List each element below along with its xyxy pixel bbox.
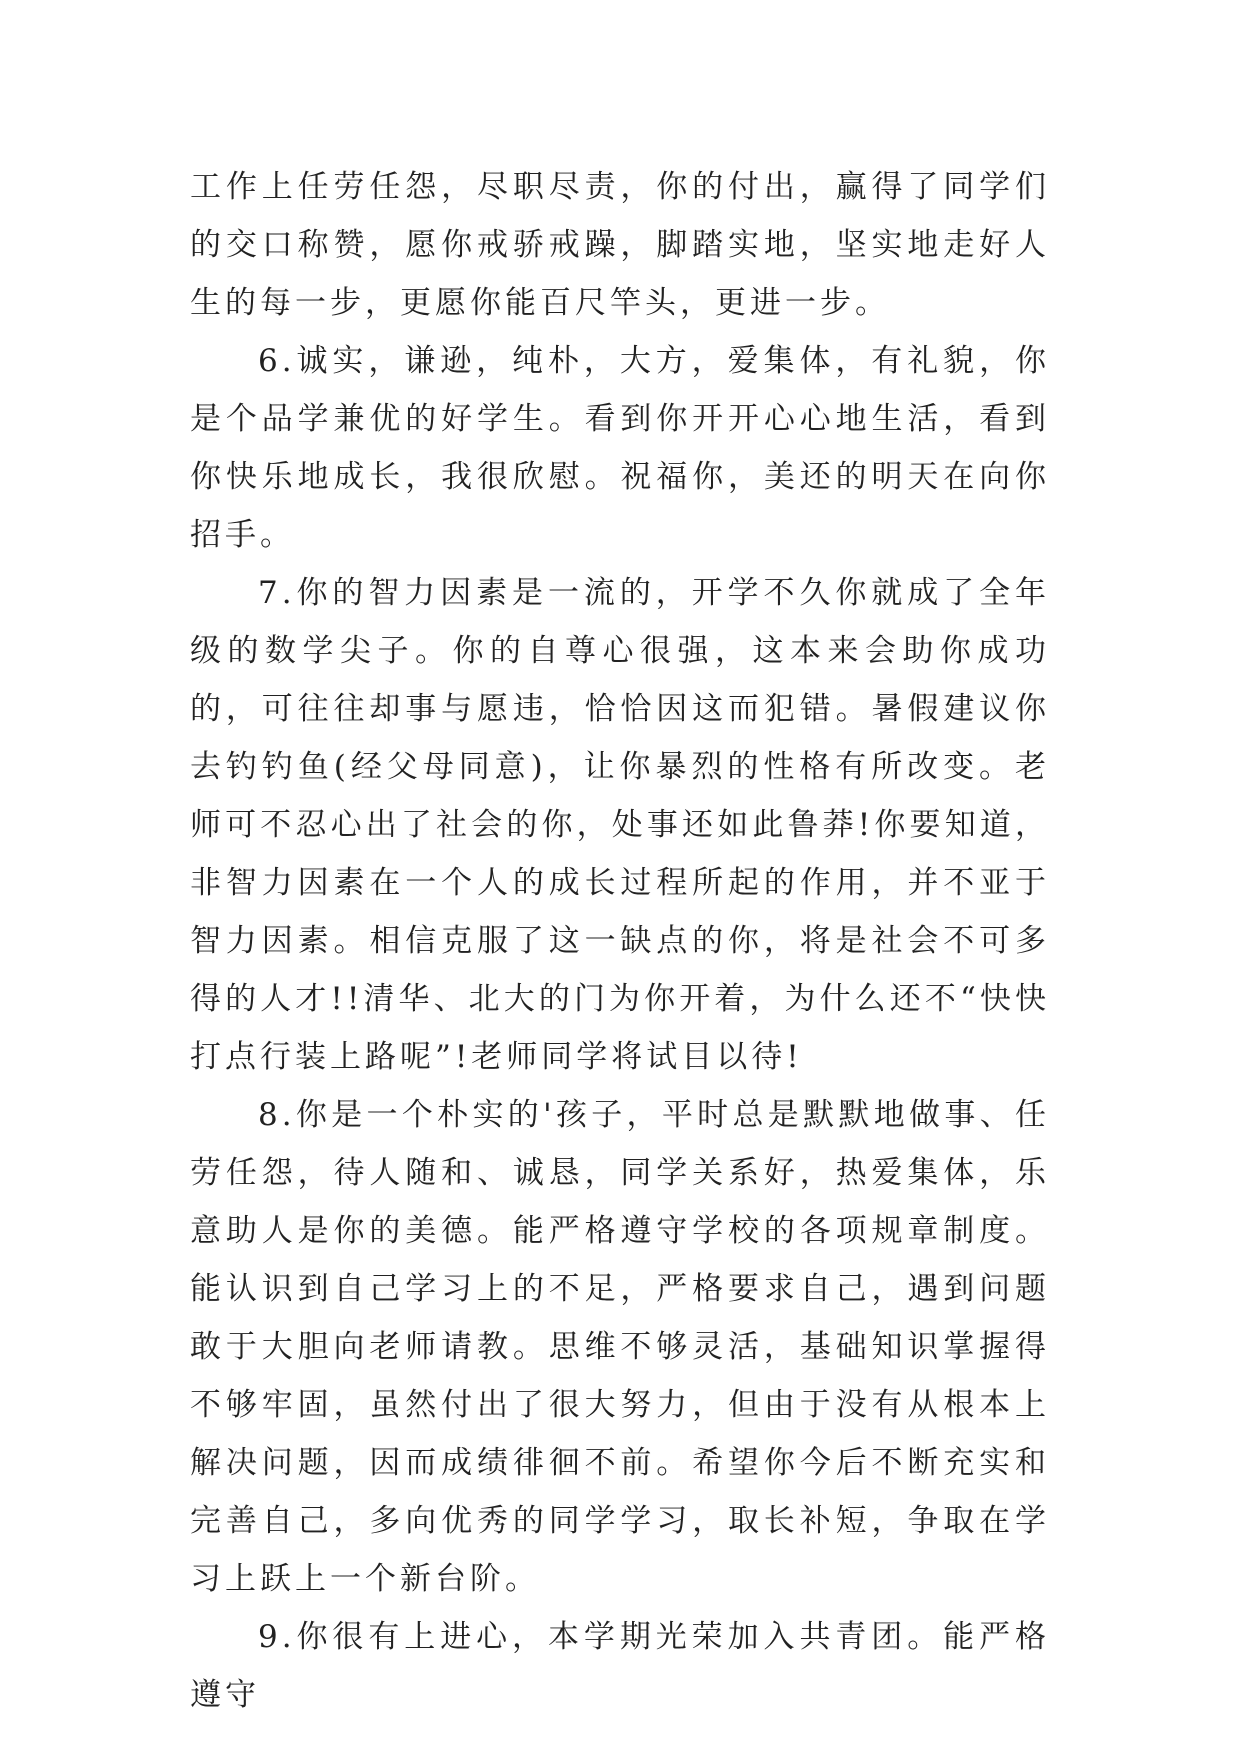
paragraph-continuation: 工作上任劳任怨，尽职尽责，你的付出，赢得了同学们的交口称赞，愿你戒骄戒躁，脚踏实地，坚实地走好人生的每一步，更愿你能百尺竿头，更进一步。: [190, 169, 1050, 321]
document-body: [190, 158, 1050, 1724]
paragraph-item-9: 9.你很有上进心，本学期光荣加入共青团。能严格遵守: [190, 1619, 1050, 1713]
paragraph-item-7: 7.你的智力因素是一流的，开学不久你就成了全年级的数学尖子。你的自尊心很强，这本来会助你成功的，可往往却事与愿违，恰恰因这而犯错。暑假建议你去钓钓鱼(经父母同意)，让你暴烈的性格有所改变。老师可不忍心出了社会的你，处事还如此鲁莽!你要知道，非智力因素在一个人的成长过程所起的作用，并不亚于智力因素。相信克服了这一缺点的你，将是社会不可多得的人才!!清华、北大的门为你开着，为什么还不“快快打点行装上路呢”!老师同学将试目以待!: [190, 575, 1050, 1075]
paragraph-item-6: 6.诚实，谦逊，纯朴，大方，爱集体，有礼貌，你是个品学兼优的好学生。看到你开开心心地生活，看到你快乐地成长，我很欣慰。祝福你，美还的明天在向你招手。: [190, 343, 1050, 553]
paragraph-item-8: 8.你是一个朴实的'孩子，平时总是默默地做事、任劳任怨，待人随和、诚恳，同学关系好，热爱集体，乐意助人是你的美德。能严格遵守学校的各项规章制度。能认识到自己学习上的不足，严格要求自己，遇到问题敢于大胆向老师请教。思维不够灵活，基础知识掌握得不够牢固，虽然付出了很大努力，但由于没有从根本上解决问题，因而成绩徘徊不前。希望你今后不断充实和完善自己，多向优秀的同学学习，取长补短，争取在学习上跃上一个新台阶。: [190, 1097, 1050, 1597]
